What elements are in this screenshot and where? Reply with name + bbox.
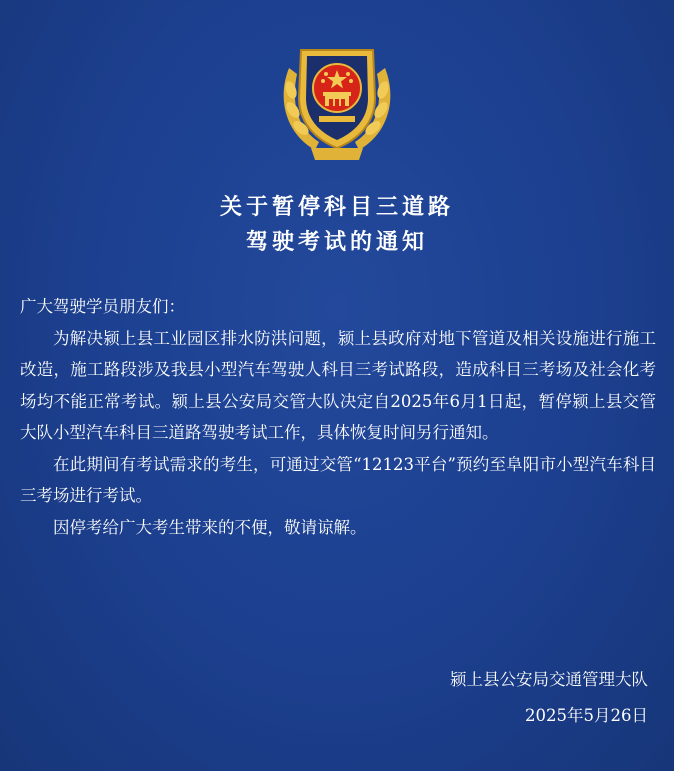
police-emblem-icon [267,28,407,168]
paragraph-2: 在此期间有考试需求的考生，可通过交管“12123平台”预约至阜阳市小型汽车科目三考场进行考试。 [20,454,656,505]
signature-org: 颍上县公安局交通管理大队 [450,670,648,689]
paragraph-3: 因停考给广大考生带来的不便，敬请谅解。 [53,517,367,537]
signature-date: 2025年5月26日 [525,706,648,725]
salutation: 广大驾驶学员朋友们： [20,297,185,316]
notice-body [20,291,656,543]
notice-title-line2: 驾驶考试的通知 [245,230,428,255]
paragraph-1: 为解决颍上县工业园区排水防洪问题，颍上县政府对地下管道及相关设施进行施工改造，施工路段涉及我县小型汽车驾驶人科目三考试路段，造成科目三考场及社会化考场均不能正常考试。颍上县公安局交管大队决定自2025年6月1日起，暂停颍上县交管大队小型汽车科目三道路驾驶考试工作，具体恢复时间另行通知。 [20,328,656,442]
notice-title-line1: 关于暂停科目三道路 [219,195,454,220]
